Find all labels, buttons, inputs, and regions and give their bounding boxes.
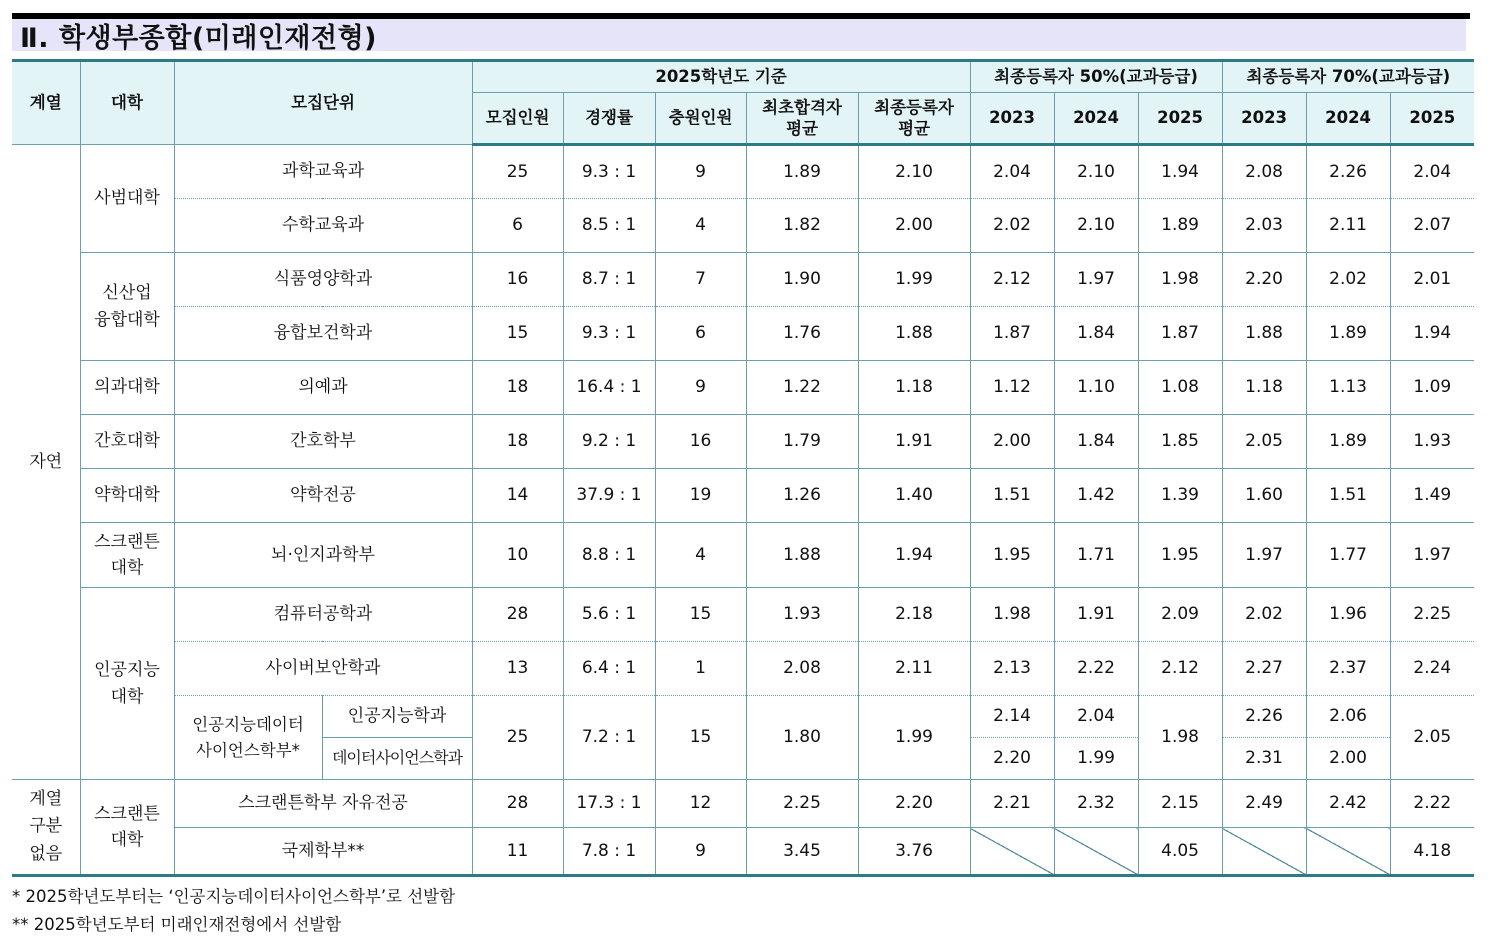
p70-2023-cell: 2.02 xyxy=(1222,588,1306,642)
p50-2023-cell: 1.87 xyxy=(970,307,1054,361)
p70-2025-cell: 4.18 xyxy=(1390,828,1474,876)
ratio-cell: 9.3 : 1 xyxy=(563,145,655,199)
final-avg-cell: 2.10 xyxy=(858,145,970,199)
header-final50-group: 최종등록자 50%(교과등급) xyxy=(970,61,1222,93)
p50-2024-cell: 2.04 xyxy=(1054,696,1138,738)
p50-2025-cell: 1.87 xyxy=(1138,307,1222,361)
ai-division-line2: 사이언스학부* xyxy=(196,740,300,760)
final-avg-cell: 1.40 xyxy=(858,469,970,523)
p70-2024-cell: 1.96 xyxy=(1306,588,1390,642)
p70-2023-cell: 1.97 xyxy=(1222,523,1306,588)
p70-2023-cell: 2.49 xyxy=(1222,780,1306,828)
extra-cell: 19 xyxy=(655,469,746,523)
table-row xyxy=(12,145,1474,199)
table-row xyxy=(12,469,1474,523)
p50-2025-cell: 1.98 xyxy=(1138,696,1222,780)
p50-2024-cell: 2.10 xyxy=(1054,199,1138,253)
p70-2024-cell: 1.89 xyxy=(1306,415,1390,469)
table-row xyxy=(12,696,1474,738)
p50-2025-cell: 1.08 xyxy=(1138,361,1222,415)
unit-cell: 과학교육과 xyxy=(174,145,472,199)
p70-2025-cell: 1.93 xyxy=(1390,415,1474,469)
recruit-cell: 16 xyxy=(472,253,563,307)
recruit-cell: 13 xyxy=(472,642,563,696)
first-avg-cell: 3.45 xyxy=(746,828,858,876)
unit-cell: 수학교육과 xyxy=(174,199,472,253)
unit-cell: 식품영양학과 xyxy=(174,253,472,307)
table-row xyxy=(12,828,1474,876)
college-nurse: 간호대학 xyxy=(80,415,174,469)
table-row xyxy=(12,642,1474,696)
recruit-cell: 14 xyxy=(472,469,563,523)
p70-2025-cell: 2.01 xyxy=(1390,253,1474,307)
final-avg-cell: 2.20 xyxy=(858,780,970,828)
p50-2025-cell: 1.89 xyxy=(1138,199,1222,253)
p50-2025-cell: 2.12 xyxy=(1138,642,1222,696)
p70-2024-cell: 2.42 xyxy=(1306,780,1390,828)
header-50-2023: 2023 xyxy=(970,93,1054,145)
header-recruit: 모집인원 xyxy=(472,93,563,145)
recruit-cell: 28 xyxy=(472,588,563,642)
p70-2023-cell: 2.26 xyxy=(1222,696,1306,738)
table-row xyxy=(12,253,1474,307)
p50-2025-cell: 4.05 xyxy=(1138,828,1222,876)
college-newind-line2: 융합대학 xyxy=(94,309,160,330)
ratio-cell: 6.4 : 1 xyxy=(563,642,655,696)
p70-2023-cell: 2.31 xyxy=(1222,738,1306,780)
extra-cell: 12 xyxy=(655,780,746,828)
first-avg-cell: 1.76 xyxy=(746,307,858,361)
extra-cell: 9 xyxy=(655,828,746,876)
p70-2024-cell: 1.77 xyxy=(1306,523,1390,588)
p50-2023-cell: 1.12 xyxy=(970,361,1054,415)
college-med: 의과대학 xyxy=(80,361,174,415)
gyeyeol-none xyxy=(12,780,80,876)
college-scranton xyxy=(80,523,174,588)
unit-cell: 데이터사이언스학과 xyxy=(322,738,472,780)
extra-cell: 9 xyxy=(655,361,746,415)
final-avg-cell: 1.18 xyxy=(858,361,970,415)
p70-2024-cell: 2.37 xyxy=(1306,642,1390,696)
p50-2024-cell: 2.32 xyxy=(1054,780,1138,828)
p50-2023-cell: 2.21 xyxy=(970,780,1054,828)
p50-2023-cell: 1.95 xyxy=(970,523,1054,588)
table-row xyxy=(12,588,1474,642)
first-avg-cell: 1.89 xyxy=(746,145,858,199)
first-avg-cell: 1.82 xyxy=(746,199,858,253)
p70-2024-cell: 1.89 xyxy=(1306,307,1390,361)
unit-cell: 간호학부 xyxy=(174,415,472,469)
p70-2024-cell: 1.51 xyxy=(1306,469,1390,523)
ratio-cell: 7.2 : 1 xyxy=(563,696,655,780)
p50-2023-cell: 2.20 xyxy=(970,738,1054,780)
footnote-2: ** 2025학년도부터 미래인재전형에서 선발함 xyxy=(12,915,342,934)
first-avg-cell: 1.22 xyxy=(746,361,858,415)
final-avg-cell: 1.91 xyxy=(858,415,970,469)
college-newind xyxy=(80,253,174,361)
college-ai xyxy=(80,588,174,780)
header-first-avg-line2: 평균 xyxy=(786,119,818,138)
ratio-cell: 7.8 : 1 xyxy=(563,828,655,876)
p70-2023-cell: 2.05 xyxy=(1222,415,1306,469)
extra-cell: 1 xyxy=(655,642,746,696)
p50-2023-cell: 2.14 xyxy=(970,696,1054,738)
header-base-group: 2025학년도 기준 xyxy=(472,61,970,93)
section-title-bar xyxy=(12,19,1466,54)
header-unit: 모집단위 xyxy=(174,61,472,145)
ratio-cell: 17.3 : 1 xyxy=(563,780,655,828)
header-gyeyeol: 계열 xyxy=(12,61,80,145)
gyeyeol-none-line2: 구분 xyxy=(29,816,63,837)
college-ai-line2: 대학 xyxy=(110,686,144,707)
header-final-avg xyxy=(858,93,970,145)
p70-2025-cell: 2.04 xyxy=(1390,145,1474,199)
empty-diagonal-cell xyxy=(1054,828,1138,876)
recruit-cell: 25 xyxy=(472,696,563,780)
extra-cell: 6 xyxy=(655,307,746,361)
extra-cell: 7 xyxy=(655,253,746,307)
unit-cell: 인공지능학과 xyxy=(322,696,472,738)
ratio-cell: 37.9 : 1 xyxy=(563,469,655,523)
p70-2024-cell: 2.00 xyxy=(1306,738,1390,780)
table-row xyxy=(12,523,1474,588)
p70-2024-cell: 1.13 xyxy=(1306,361,1390,415)
table-row xyxy=(12,415,1474,469)
p70-2024-cell: 2.11 xyxy=(1306,199,1390,253)
first-avg-cell: 2.08 xyxy=(746,642,858,696)
extra-cell: 4 xyxy=(655,199,746,253)
p50-2025-cell: 1.95 xyxy=(1138,523,1222,588)
p50-2023-cell: 2.13 xyxy=(970,642,1054,696)
recruit-cell: 6 xyxy=(472,199,563,253)
first-avg-cell: 1.26 xyxy=(746,469,858,523)
ai-division xyxy=(174,696,322,780)
p50-2024-cell: 1.84 xyxy=(1054,307,1138,361)
p70-2024-cell: 2.02 xyxy=(1306,253,1390,307)
gyeyeol-nature: 자연 xyxy=(12,145,80,780)
footnote-1: * 2025학년도부터는 ‘인공지능데이터사이언스학부’로 선발함 xyxy=(12,887,456,906)
header-70-2025: 2025 xyxy=(1390,93,1474,145)
p50-2024-cell: 1.97 xyxy=(1054,253,1138,307)
admission-results-table xyxy=(12,59,1474,877)
p50-2025-cell: 1.94 xyxy=(1138,145,1222,199)
final-avg-cell: 2.00 xyxy=(858,199,970,253)
recruit-cell: 18 xyxy=(472,361,563,415)
ratio-cell: 9.2 : 1 xyxy=(563,415,655,469)
final-avg-cell: 1.88 xyxy=(858,307,970,361)
college-ai-line1: 인공지능 xyxy=(94,660,160,681)
p70-2025-cell: 1.09 xyxy=(1390,361,1474,415)
p50-2025-cell: 1.85 xyxy=(1138,415,1222,469)
extra-cell: 16 xyxy=(655,415,746,469)
extra-cell: 4 xyxy=(655,523,746,588)
first-avg-cell: 1.80 xyxy=(746,696,858,780)
unit-cell: 약학전공 xyxy=(174,469,472,523)
p70-2025-cell: 1.94 xyxy=(1390,307,1474,361)
ratio-cell: 9.3 : 1 xyxy=(563,307,655,361)
p70-2025-cell: 1.49 xyxy=(1390,469,1474,523)
p50-2025-cell: 2.15 xyxy=(1138,780,1222,828)
college-newind-line1: 신산업 xyxy=(102,283,152,304)
table-row xyxy=(12,199,1474,253)
p70-2023-cell: 2.03 xyxy=(1222,199,1306,253)
final-avg-cell: 2.18 xyxy=(858,588,970,642)
extra-cell: 15 xyxy=(655,696,746,780)
unit-cell: 사이버보안학과 xyxy=(174,642,472,696)
ratio-cell: 5.6 : 1 xyxy=(563,588,655,642)
college-pharm: 약학대학 xyxy=(80,469,174,523)
p50-2024-cell: 1.84 xyxy=(1054,415,1138,469)
p70-2023-cell: 1.88 xyxy=(1222,307,1306,361)
p70-2023-cell: 2.27 xyxy=(1222,642,1306,696)
p50-2023-cell: 2.12 xyxy=(970,253,1054,307)
extra-cell: 9 xyxy=(655,145,746,199)
section-title: Ⅱ. 학생부종합(미래인재전형) xyxy=(20,22,378,54)
final-avg-cell: 3.76 xyxy=(858,828,970,876)
p70-2023-cell: 1.18 xyxy=(1222,361,1306,415)
p70-2024-cell: 2.06 xyxy=(1306,696,1390,738)
header-50-2024: 2024 xyxy=(1054,93,1138,145)
ai-division-line1: 인공지능데이터 xyxy=(192,714,304,734)
p70-2023-cell: 2.08 xyxy=(1222,145,1306,199)
p70-2025-cell: 2.05 xyxy=(1390,696,1474,780)
college-scranton-line2: 대학 xyxy=(110,558,144,578)
p50-2023-cell: 1.51 xyxy=(970,469,1054,523)
header-final-avg-line1: 최종등록자 xyxy=(874,97,954,117)
table-row xyxy=(12,780,1474,828)
table-row xyxy=(12,307,1474,361)
extra-cell: 15 xyxy=(655,588,746,642)
p50-2024-cell: 1.71 xyxy=(1054,523,1138,588)
college-scranton-2 xyxy=(80,780,174,876)
ratio-cell: 16.4 : 1 xyxy=(563,361,655,415)
p70-2023-cell: 1.60 xyxy=(1222,469,1306,523)
final-avg-cell: 1.94 xyxy=(858,523,970,588)
p50-2023-cell: 2.00 xyxy=(970,415,1054,469)
header-70-2023: 2023 xyxy=(1222,93,1306,145)
header-college: 대학 xyxy=(80,61,174,145)
unit-cell: 스크랜튼학부 자유전공 xyxy=(174,780,472,828)
first-avg-cell: 2.25 xyxy=(746,780,858,828)
college-scranton-line1: 스크랜튼 xyxy=(94,531,160,552)
header-first-avg-line1: 최초합격자 xyxy=(762,97,842,117)
p50-2024-cell: 1.42 xyxy=(1054,469,1138,523)
recruit-cell: 10 xyxy=(472,523,563,588)
header-final-avg-line2: 평균 xyxy=(898,119,930,138)
empty-diagonal-cell xyxy=(1306,828,1390,876)
final-avg-cell: 1.99 xyxy=(858,696,970,780)
recruit-cell: 11 xyxy=(472,828,563,876)
p50-2024-cell: 1.10 xyxy=(1054,361,1138,415)
college-edu: 사범대학 xyxy=(80,145,174,253)
final-avg-cell: 1.99 xyxy=(858,253,970,307)
ratio-cell: 8.5 : 1 xyxy=(563,199,655,253)
table-row xyxy=(12,361,1474,415)
final-avg-cell: 2.11 xyxy=(858,642,970,696)
p70-2023-cell: 2.20 xyxy=(1222,253,1306,307)
first-avg-cell: 1.79 xyxy=(746,415,858,469)
recruit-cell: 28 xyxy=(472,780,563,828)
gyeyeol-none-line3: 없음 xyxy=(29,843,63,864)
ratio-cell: 8.8 : 1 xyxy=(563,523,655,588)
header-extra: 충원인원 xyxy=(655,93,746,145)
recruit-cell: 15 xyxy=(472,307,563,361)
empty-diagonal-cell xyxy=(970,828,1054,876)
p70-2025-cell: 2.22 xyxy=(1390,780,1474,828)
header-70-2024: 2024 xyxy=(1306,93,1390,145)
recruit-cell: 25 xyxy=(472,145,563,199)
p50-2025-cell: 1.39 xyxy=(1138,469,1222,523)
p70-2025-cell: 2.25 xyxy=(1390,588,1474,642)
p50-2024-cell: 1.91 xyxy=(1054,588,1138,642)
empty-diagonal-cell xyxy=(1222,828,1306,876)
p70-2025-cell: 2.24 xyxy=(1390,642,1474,696)
recruit-cell: 18 xyxy=(472,415,563,469)
header-ratio: 경쟁률 xyxy=(563,93,655,145)
gyeyeol-none-line1: 계열 xyxy=(29,789,63,810)
unit-cell: 의예과 xyxy=(174,361,472,415)
unit-cell: 뇌·인지과학부 xyxy=(174,523,472,588)
header-row-1 xyxy=(12,61,1474,93)
first-avg-cell: 1.93 xyxy=(746,588,858,642)
p50-2023-cell: 2.02 xyxy=(970,199,1054,253)
p50-2024-cell: 1.99 xyxy=(1054,738,1138,780)
header-50-2025: 2025 xyxy=(1138,93,1222,145)
unit-cell: 국제학부** xyxy=(174,828,472,876)
college-scranton-2-line2: 대학 xyxy=(110,830,144,850)
p70-2024-cell: 2.26 xyxy=(1306,145,1390,199)
first-avg-cell: 1.88 xyxy=(746,523,858,588)
header-first-avg xyxy=(746,93,858,145)
p70-2025-cell: 1.97 xyxy=(1390,523,1474,588)
p50-2023-cell: 1.98 xyxy=(970,588,1054,642)
p70-2025-cell: 2.07 xyxy=(1390,199,1474,253)
first-avg-cell: 1.90 xyxy=(746,253,858,307)
p50-2025-cell: 1.98 xyxy=(1138,253,1222,307)
header-final70-group: 최종등록자 70%(교과등급) xyxy=(1222,61,1474,93)
p50-2023-cell: 2.04 xyxy=(970,145,1054,199)
p50-2024-cell: 2.10 xyxy=(1054,145,1138,199)
ratio-cell: 8.7 : 1 xyxy=(563,253,655,307)
p50-2025-cell: 2.09 xyxy=(1138,588,1222,642)
unit-cell: 융합보건학과 xyxy=(174,307,472,361)
college-scranton-2-line1: 스크랜튼 xyxy=(94,803,160,824)
p50-2024-cell: 2.22 xyxy=(1054,642,1138,696)
unit-cell: 컴퓨터공학과 xyxy=(174,588,472,642)
